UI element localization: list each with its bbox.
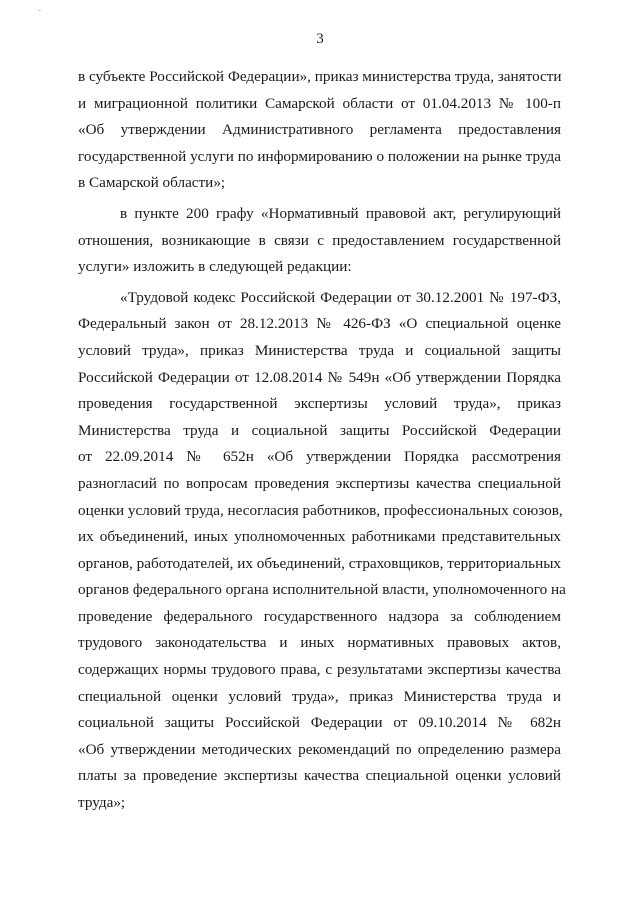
text-line: проведение федерального государственного надзора за соблюдением — [78, 607, 561, 625]
paragraph-1 — [78, 64, 561, 197]
text-line: в пункте 200 графу «Нормативный правовой акт, регулирующий — [120, 204, 561, 222]
text-line: отношения, возникающие в связи с предоставлением государственной — [78, 231, 561, 249]
text-line: проведения государственной экспертизы условий труда», приказ — [78, 395, 561, 413]
text-line: в субъекте Российской Федерации», приказ министерства труда, занятости — [78, 68, 562, 85]
document-body — [78, 64, 566, 817]
text-line: «Об утверждении методических рекомендаций по определению размера — [78, 740, 561, 758]
text-line: в Самарской области»; — [78, 174, 226, 192]
text-line: органов федерального органа исполнительной власти, уполномоченного на — [78, 581, 566, 599]
text-line: содержащих нормы трудового права, с результатами экспертизы качества — [78, 661, 561, 679]
text-line: условий труда», приказ Министерства труда и социальной защиты — [78, 341, 561, 359]
text-line: «Трудовой кодекс Российской Федерации от 30.12.2001 № 197-ФЗ, — [120, 288, 561, 306]
text-line: специальной оценки условий труда», приказ Министерства труда и — [78, 687, 561, 705]
scan-mark: · — [38, 5, 42, 17]
text-line: от 22.09.2014 № 652н «Об утверждении Порядка рассмотрения — [78, 448, 561, 466]
page-number: 3 — [316, 31, 324, 47]
paragraph-3 — [78, 285, 566, 817]
text-line: государственной услуги по информированию о положении на рынке труда — [78, 147, 561, 165]
text-line: «Об утверждении Административного регламента предоставления — [78, 121, 561, 139]
text-line: платы за проведение экспертизы качества специальной оценки условий — [78, 767, 561, 785]
text-line: их объединений, иных уполномоченных работниками представительных — [78, 528, 561, 546]
text-line: и миграционной политики Самарской области от 01.04.2013 № 100-п — [78, 94, 561, 112]
text-line: Российской Федерации от 12.08.2014 № 549н «Об утверждении Порядка — [78, 368, 561, 386]
text-line: оценки условий труда, несогласия работников, профессиональных союзов, — [78, 501, 563, 519]
text-line: органов, работодателей, их объединений, страховщиков, территориальных — [78, 554, 561, 572]
paragraph-2 — [78, 201, 561, 281]
text-line: трудового законодательства и иных нормативных правовых актов, — [78, 634, 561, 652]
text-line: Федеральный закон от 28.12.2013 № 426-ФЗ «О специальной оценке — [78, 315, 561, 333]
text-line: труда»; — [78, 794, 126, 812]
text-line: разногласий по вопросам проведения экспертизы качества специальной — [78, 474, 561, 492]
text-line: Министерства труда и социальной защиты Российской Федерации — [78, 421, 561, 439]
text-line: услуги» изложить в следующей редакции: — [78, 258, 352, 276]
text-line: социальной защиты Российской Федерации от 09.10.2014 № 682н — [78, 714, 561, 732]
